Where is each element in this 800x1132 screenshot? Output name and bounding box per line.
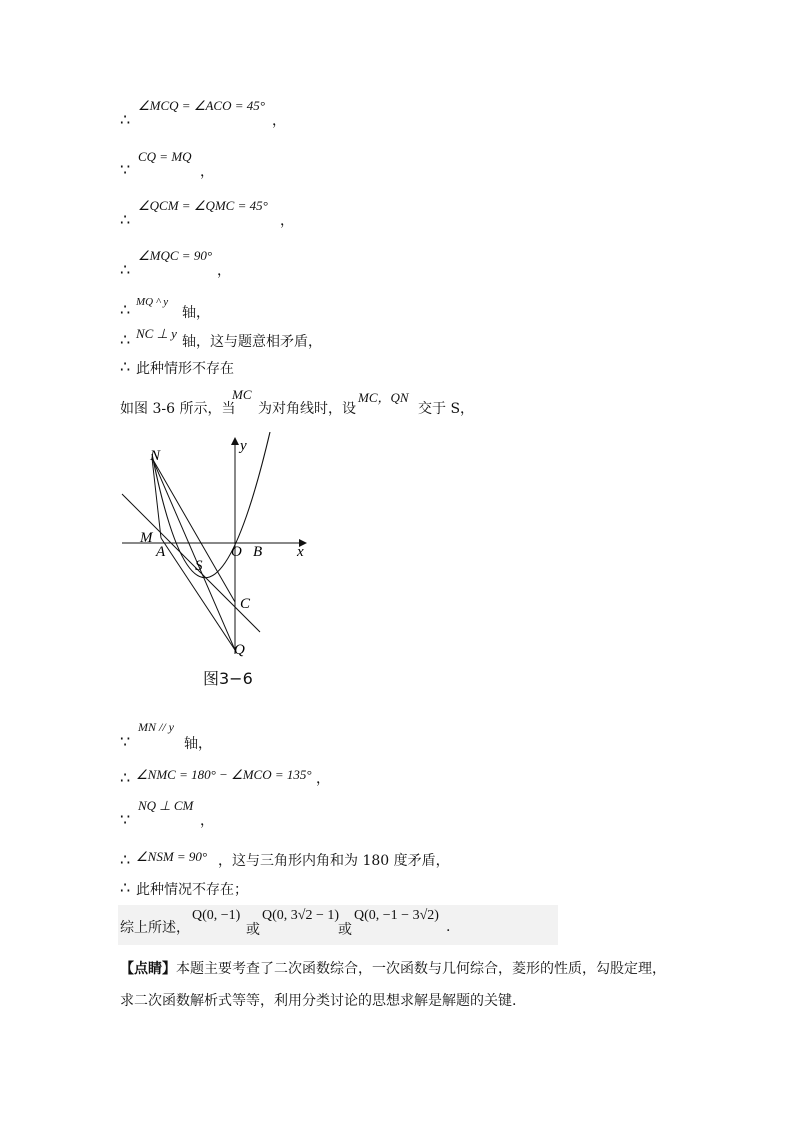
because-symbol: ∵ xyxy=(120,810,131,829)
equation-angle-mqc: ∠MQC = 90° xyxy=(138,248,213,263)
equation-mn-parallel-y: MN // y xyxy=(138,720,174,734)
text-intersect-s: 交于 S， xyxy=(418,401,475,417)
geometry-diagram xyxy=(118,432,318,664)
equation-nq-perp-cm: NQ ⊥ CM xyxy=(138,798,194,813)
therefore-symbol: ∴ xyxy=(120,210,131,229)
text-diagonal: 为对角线时，设 xyxy=(258,401,356,417)
equation-angle-mcq: ∠MCQ = ∠ACO = 45° xyxy=(138,98,265,113)
label-b: B xyxy=(253,544,263,560)
because-symbol: ∵ xyxy=(120,160,131,179)
answer-q1: Q(0, −1) xyxy=(192,908,241,923)
equation-angle-nmc: ∠NMC = 180° − ∠MCO = 135° xyxy=(136,767,312,782)
punctuation: ， xyxy=(316,771,330,787)
text-or: 或 xyxy=(338,922,352,938)
therefore-symbol: ∴ xyxy=(120,300,131,319)
answer-q2: Q(0, 3√2 − 1) xyxy=(262,908,340,923)
text-not-exist: 此种情形不存在 xyxy=(136,361,234,377)
punctuation: ， xyxy=(217,263,231,279)
label-m: M xyxy=(140,530,153,546)
text-axis: 轴， xyxy=(182,305,210,321)
equation-nc-perp-y: NC ⊥ y xyxy=(136,326,177,341)
equation-angle-qcm: ∠QCM = ∠QMC = 45° xyxy=(138,198,268,213)
equation-angle-nsm: ∠NSM = 90° xyxy=(136,849,208,864)
therefore-symbol: ∴ xyxy=(120,768,131,787)
label-q: Q xyxy=(234,642,245,658)
punctuation: ， xyxy=(200,813,214,829)
therefore-symbol: ∴ xyxy=(120,260,131,279)
label-s: S xyxy=(195,558,203,574)
therefore-symbol: ∴ xyxy=(120,330,131,349)
text-conclusion: 综上所述， xyxy=(120,920,190,936)
text-axis: 轴， xyxy=(184,736,212,752)
figure-3-6 xyxy=(118,432,318,668)
punctuation: ， xyxy=(280,213,294,229)
label-n: N xyxy=(150,448,161,464)
comment-text-2: 求二次函数解析式等等，利用分类讨论的思想求解是解题的关键. xyxy=(120,993,517,1009)
text-not-exist-2: 此种情况不存在； xyxy=(136,882,248,898)
therefore-symbol: ∴ xyxy=(120,357,131,376)
because-symbol: ∵ xyxy=(120,732,131,751)
punctuation: ， xyxy=(200,164,214,180)
therefore-symbol: ∴ xyxy=(120,878,131,897)
equation-cq-mq: CQ = MQ xyxy=(138,149,192,164)
punctuation: ， xyxy=(272,113,286,129)
text-contradiction: 轴，这与题意相矛盾， xyxy=(182,334,322,350)
label-x: x xyxy=(297,544,304,560)
label-y: y xyxy=(240,438,247,454)
math-mc-qn: MC，QN xyxy=(358,390,409,405)
figure-caption: 图3−6 xyxy=(203,669,253,688)
text-or: 或 xyxy=(246,922,260,938)
segment-mq xyxy=(161,538,235,650)
comment-text-1: 本题主要考查了二次函数综合，一次函数与几何综合，菱形的性质，勾股定理， xyxy=(176,961,666,977)
label-c: C xyxy=(240,596,251,612)
answer-q3: Q(0, −1 − 3√2) xyxy=(354,908,439,923)
comment-label: 【点睛】 xyxy=(120,961,176,977)
text-period: . xyxy=(446,919,451,935)
therefore-symbol: ∴ xyxy=(120,110,131,129)
equation-mq-perp-y: MQ ^ y xyxy=(136,296,169,308)
segment-nc xyxy=(152,458,235,602)
label-a: A xyxy=(156,544,166,560)
text-triangle-contradiction: ，这与三角形内角和为 180 度矛盾， xyxy=(218,853,450,869)
therefore-symbol: ∴ xyxy=(120,850,131,869)
label-o: O xyxy=(231,544,242,560)
text-figure-intro: 如图 3-6 所示，当 xyxy=(120,401,236,417)
math-mc: MC xyxy=(232,387,252,402)
